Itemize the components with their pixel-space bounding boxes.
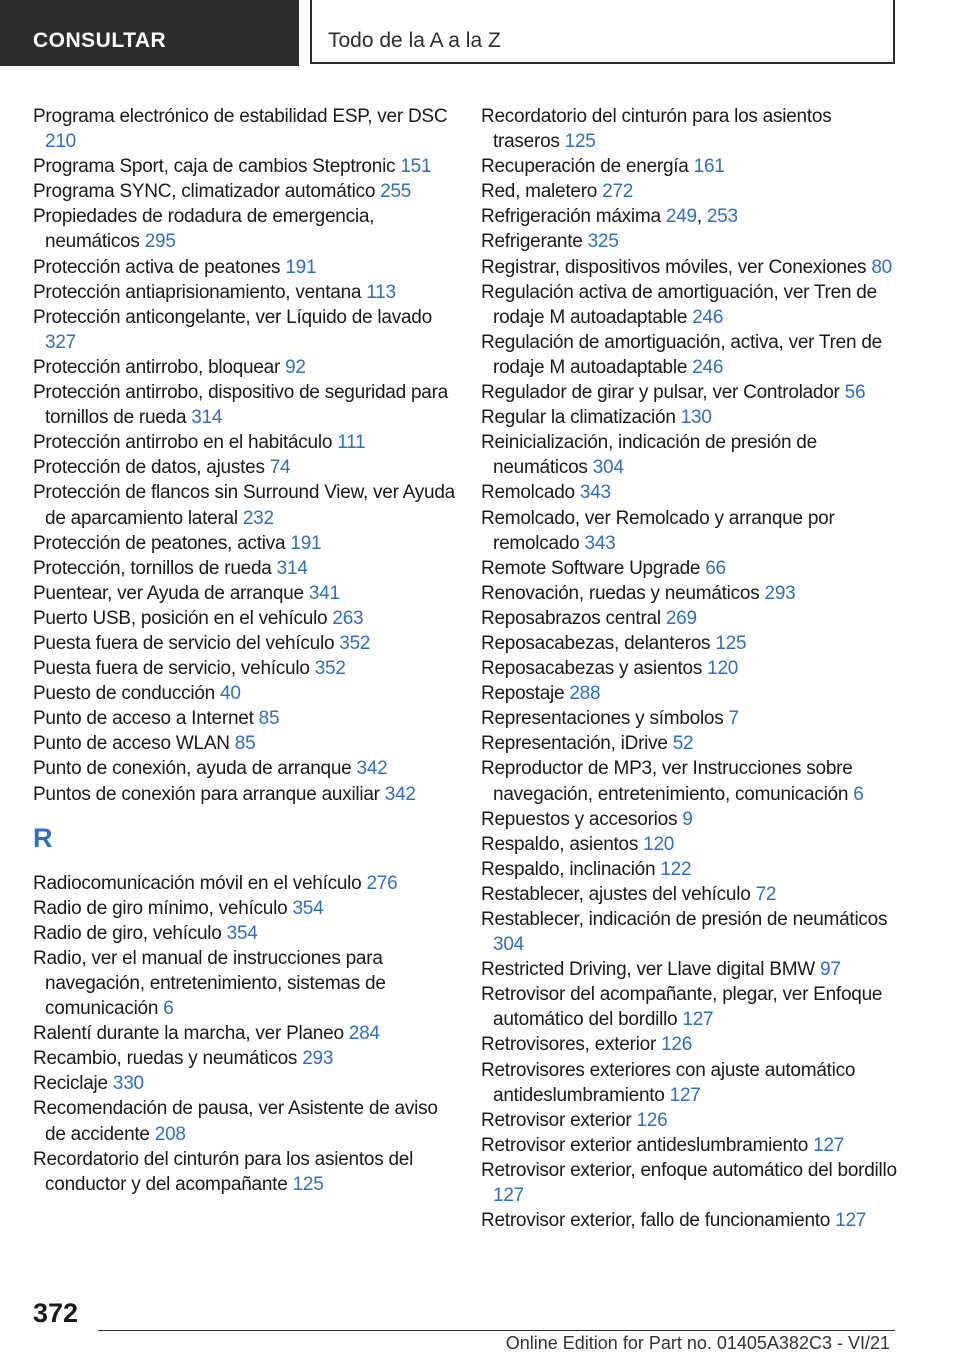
index-entry bbox=[481, 756, 901, 806]
index-entry bbox=[481, 706, 901, 731]
index-entry bbox=[33, 756, 458, 781]
index-term: Retrovisor exterior antideslumbramiento bbox=[481, 1134, 809, 1156]
index-term: Recuperación de energía bbox=[481, 156, 689, 178]
page-reference-link[interactable]: 126 bbox=[661, 1034, 693, 1056]
index-entry bbox=[33, 305, 458, 355]
index-entry bbox=[481, 154, 901, 179]
page-reference-link[interactable]: 293 bbox=[302, 1048, 334, 1070]
chapter-title: Todo de la A a la Z bbox=[310, 0, 895, 64]
index-entry: Refrigeración máxima 249, 253 bbox=[481, 206, 738, 228]
index-list-p bbox=[33, 104, 458, 807]
index-entry bbox=[33, 1046, 458, 1071]
index-entry bbox=[481, 957, 901, 982]
index-entry bbox=[33, 681, 458, 706]
index-entry bbox=[481, 832, 901, 857]
page-reference-link[interactable]: 253 bbox=[706, 206, 738, 228]
page-reference-link[interactable]: 293 bbox=[764, 582, 796, 604]
page-reference-link[interactable]: 127 bbox=[682, 1009, 714, 1031]
index-term: Radiocomunicación móvil en el vehículo bbox=[33, 872, 362, 894]
index-entry bbox=[33, 1096, 458, 1146]
index-term: Puerto USB, posición en el vehículo bbox=[33, 607, 328, 629]
index-entry bbox=[481, 430, 901, 480]
page-reference-link[interactable]: 120 bbox=[643, 833, 675, 855]
index-term: Recambio, ruedas y neumáticos bbox=[33, 1048, 298, 1070]
index-term: Puesto de conducción bbox=[33, 683, 215, 705]
index-entry bbox=[481, 330, 901, 380]
index-term: Puntos de conexión para arranque auxiliar bbox=[33, 783, 380, 805]
page-reference-link[interactable]: 208 bbox=[154, 1123, 186, 1145]
index-entry bbox=[33, 556, 458, 581]
index-entry bbox=[481, 907, 901, 957]
index-term: Radio de giro mínimo, vehículo bbox=[33, 897, 288, 919]
index-term: Respaldo, inclinación bbox=[481, 858, 656, 880]
index-term: Protección antirrobo en el habitáculo bbox=[33, 432, 333, 454]
page-reference-link[interactable]: 354 bbox=[226, 922, 258, 944]
index-term: Protección de peatones, activa bbox=[33, 532, 286, 554]
index-term: Reinicialización, indicación de presión de neumáticos bbox=[481, 432, 817, 479]
index-entry bbox=[33, 179, 458, 204]
page-reference-link[interactable]: 125 bbox=[292, 1173, 324, 1195]
page-reference-link[interactable]: 127 bbox=[669, 1084, 701, 1106]
page-reference-link[interactable]: 352 bbox=[314, 658, 346, 680]
index-entry bbox=[33, 455, 458, 480]
index-entry bbox=[481, 656, 901, 681]
index-term: Punto de conexión, ayuda de arranque bbox=[33, 758, 352, 780]
index-entry bbox=[33, 1021, 458, 1046]
index-entry bbox=[33, 656, 458, 681]
page-reference-link[interactable]: 7 bbox=[728, 708, 739, 730]
index-entry bbox=[481, 982, 901, 1032]
index-entry bbox=[481, 405, 901, 430]
index-entry bbox=[33, 430, 458, 455]
index-term: Radio, ver el manual de instrucciones para navegación, entretenimiento, sistemas de comunicación bbox=[33, 947, 386, 1020]
index-term: Punto de acceso WLAN bbox=[33, 733, 230, 755]
page-reference-link[interactable]: 341 bbox=[308, 582, 340, 604]
index-term: Refrigerante bbox=[481, 231, 583, 253]
page-reference-link[interactable]: 85 bbox=[234, 733, 256, 755]
index-entry bbox=[481, 104, 901, 154]
index-term: Repuestos y accesorios bbox=[481, 808, 678, 830]
index-entry bbox=[33, 631, 458, 656]
page-reference-link[interactable]: 191 bbox=[285, 256, 317, 278]
index-term: Programa electrónico de estabilidad ESP, ver DSC bbox=[33, 106, 448, 127]
index-term: Radio de giro, vehículo bbox=[33, 922, 222, 944]
index-term: Reposabrazos central bbox=[481, 607, 661, 629]
section-tab: CONSULTAR bbox=[0, 0, 299, 66]
index-entry bbox=[33, 731, 458, 756]
page-reference-link[interactable]: 6 bbox=[163, 998, 174, 1020]
page-reference-link[interactable]: 161 bbox=[693, 156, 725, 178]
page-reference-link[interactable]: 92 bbox=[285, 356, 306, 378]
page-reference-link[interactable]: 304 bbox=[493, 934, 524, 956]
page-reference-link[interactable]: 125 bbox=[564, 131, 596, 153]
page-reference-link[interactable]: 327 bbox=[45, 331, 76, 353]
page-reference-link[interactable]: 354 bbox=[292, 897, 324, 919]
index-term: Red, maletero bbox=[481, 181, 598, 203]
index-entry bbox=[481, 1133, 901, 1158]
index-term: Ralentí durante la marcha, ver Planeo bbox=[33, 1023, 344, 1045]
index-term: Puentear, ver Ayuda de arranque bbox=[33, 582, 304, 604]
index-entry bbox=[481, 581, 901, 606]
index-term: Restricted Driving, ver Llave digital BMW bbox=[481, 959, 815, 981]
index-term: Protección antirrobo, dispositivo de seguridad para tornillos de rueda bbox=[33, 382, 449, 429]
index-entry bbox=[481, 1058, 901, 1108]
page-reference-link[interactable]: 97 bbox=[820, 959, 841, 981]
page-reference-link[interactable]: 249 bbox=[665, 206, 697, 228]
index-entry bbox=[33, 204, 458, 254]
index-entry bbox=[33, 104, 458, 154]
index-term: Restablecer, ajustes del vehículo bbox=[481, 883, 751, 905]
page-reference-link[interactable]: 288 bbox=[569, 683, 601, 705]
index-term: Puesta fuera de servicio, vehículo bbox=[33, 658, 310, 680]
page-reference-link[interactable]: 232 bbox=[242, 507, 274, 529]
page-reference-link[interactable]: 111 bbox=[337, 432, 366, 454]
index-entry bbox=[33, 280, 458, 305]
index-term: Protección de datos, ajustes bbox=[33, 457, 265, 479]
index-term: Regulador de girar y pulsar, ver Controlador bbox=[481, 382, 840, 404]
index-term: Protección anticongelante, ver Líquido de lavado bbox=[33, 306, 432, 328]
index-term: Recomendación de pausa, ver Asistente de aviso de accidente bbox=[33, 1098, 438, 1145]
index-term: Refrigeración máxima bbox=[481, 206, 661, 228]
page-reference-link[interactable]: 125 bbox=[715, 632, 747, 654]
page-reference-link[interactable]: 272 bbox=[602, 181, 634, 203]
index-term: Protección, tornillos de rueda bbox=[33, 557, 272, 579]
page-reference-link[interactable]: 284 bbox=[348, 1023, 380, 1045]
index-entry bbox=[481, 380, 901, 405]
index-list-r-continued bbox=[481, 104, 901, 1233]
index-entry bbox=[481, 229, 901, 254]
index-term: Protección activa de peatones bbox=[33, 256, 281, 278]
index-term: Protección antiaprisionamiento, ventana bbox=[33, 281, 362, 303]
index-entry bbox=[33, 531, 458, 556]
index-term: Renovación, ruedas y neumáticos bbox=[481, 582, 760, 604]
index-entry bbox=[481, 506, 901, 556]
edition-note: Online Edition for Part no. 01405A382C3 - VI/21 bbox=[505, 1333, 890, 1353]
index-entry bbox=[33, 154, 458, 179]
index-term: Remote Software Upgrade bbox=[481, 557, 701, 579]
page-reference-link[interactable]: 9 bbox=[682, 808, 693, 830]
index-entry bbox=[481, 681, 901, 706]
page-reference-link[interactable]: 269 bbox=[665, 607, 697, 629]
page-reference-link[interactable]: 72 bbox=[755, 883, 777, 905]
index-term: Puesta fuera de servicio del vehículo bbox=[33, 632, 335, 654]
page-reference-link[interactable]: 276 bbox=[366, 872, 398, 894]
index-entry bbox=[481, 255, 901, 280]
index-entry bbox=[33, 946, 458, 1021]
index-term: Retrovisores, exterior bbox=[481, 1034, 657, 1056]
index-entry bbox=[481, 1032, 901, 1057]
page-reference-link[interactable]: 80 bbox=[871, 256, 892, 278]
index-term: Regular la climatización bbox=[481, 407, 676, 429]
index-entry bbox=[33, 355, 458, 380]
page-reference-link[interactable]: 127 bbox=[493, 1185, 524, 1207]
page-reference-link[interactable]: 56 bbox=[844, 382, 866, 404]
index-term: Recordatorio del cinturón para los asientos del conductor y del acompañante bbox=[33, 1148, 414, 1195]
index-entry bbox=[481, 1158, 901, 1208]
page-reference-link[interactable]: 304 bbox=[592, 457, 624, 479]
index-letter-heading: R bbox=[33, 822, 53, 853]
index-entry bbox=[33, 606, 458, 631]
page-reference-link[interactable]: 85 bbox=[258, 708, 280, 730]
index-term: Representación, iDrive bbox=[481, 733, 668, 755]
page-reference-link[interactable]: 120 bbox=[707, 658, 739, 680]
page-header bbox=[0, 0, 960, 66]
index-entry bbox=[33, 1071, 458, 1096]
index-entry bbox=[33, 480, 458, 530]
page-reference-link[interactable]: 342 bbox=[384, 783, 416, 805]
index-term: Programa Sport, caja de cambios Steptronic bbox=[33, 156, 396, 178]
index-entry bbox=[33, 255, 458, 280]
index-column-right bbox=[481, 104, 901, 1233]
index-term: Retrovisor exterior, fallo de funcionamiento bbox=[481, 1210, 831, 1232]
index-entry bbox=[33, 782, 458, 807]
page-reference-link[interactable]: 127 bbox=[813, 1134, 845, 1156]
page-reference-link[interactable]: 343 bbox=[579, 482, 611, 504]
index-entry bbox=[33, 896, 458, 921]
index-term: Regulación de amortiguación, activa, ver Tren de rodaje M autoadaptable bbox=[481, 331, 882, 378]
index-term: Retrovisor exterior, enfoque automático del bordillo bbox=[481, 1159, 897, 1181]
page-reference-link[interactable]: 352 bbox=[339, 632, 371, 654]
page-number: 372 bbox=[33, 1298, 79, 1328]
index-term: Reposacabezas, delanteros bbox=[481, 632, 711, 654]
index-entry bbox=[481, 807, 901, 832]
page-reference-link[interactable]: 343 bbox=[584, 532, 616, 554]
index-entry bbox=[33, 1147, 458, 1197]
page-reference-link[interactable]: 325 bbox=[587, 231, 619, 253]
page-reference-link[interactable]: 113 bbox=[366, 281, 396, 303]
index-term: Punto de acceso a Internet bbox=[33, 708, 254, 730]
page-reference-link[interactable]: 126 bbox=[636, 1109, 668, 1131]
page-reference-link[interactable]: 127 bbox=[835, 1210, 867, 1232]
index-entry bbox=[33, 706, 458, 731]
index-entry bbox=[481, 631, 901, 656]
index-term: Remolcado bbox=[481, 482, 575, 504]
index-entry bbox=[481, 179, 901, 204]
page-reference-link[interactable]: 246 bbox=[692, 356, 724, 378]
index-term: Protección antirrobo, bloquear bbox=[33, 356, 281, 378]
index-entry bbox=[33, 380, 458, 430]
index-term: Respaldo, asientos bbox=[481, 833, 639, 855]
page-reference-link[interactable]: 330 bbox=[112, 1073, 144, 1095]
index-term: Repostaje bbox=[481, 683, 565, 705]
index-term: Propiedades de rodadura de emergencia, neumáticos bbox=[33, 206, 375, 253]
index-entry bbox=[481, 480, 901, 505]
page-reference-link[interactable]: 130 bbox=[680, 407, 712, 429]
page-reference-link[interactable]: 74 bbox=[269, 457, 291, 479]
page-reference-link[interactable]: 66 bbox=[705, 557, 726, 579]
index-entry bbox=[481, 731, 901, 756]
index-entry bbox=[481, 1208, 901, 1233]
page-reference-link[interactable]: 255 bbox=[380, 181, 412, 203]
index-entry bbox=[481, 882, 901, 907]
index-entry bbox=[481, 857, 901, 882]
page-reference-link[interactable]: 40 bbox=[220, 683, 241, 705]
page-reference-link[interactable]: 191 bbox=[290, 532, 322, 554]
index-term: Representaciones y símbolos bbox=[481, 708, 724, 730]
page-reference-link[interactable]: 210 bbox=[45, 131, 76, 153]
index-entry bbox=[481, 1108, 901, 1133]
index-list-r bbox=[33, 871, 458, 1197]
page-reference-link[interactable]: 295 bbox=[144, 231, 176, 253]
index-term: Reproductor de MP3, ver Instrucciones sobre navegación, entretenimiento, comunicación bbox=[481, 758, 853, 805]
index-entry bbox=[481, 606, 901, 631]
page-reference-link[interactable]: 52 bbox=[672, 733, 694, 755]
page-reference-link[interactable]: 151 bbox=[400, 156, 432, 178]
index-term: Retrovisores exteriores con ajuste automático antideslumbramiento bbox=[481, 1059, 856, 1106]
page-reference-link[interactable]: 314 bbox=[276, 557, 308, 579]
index-term: Recordatorio del cinturón para los asientos traseros bbox=[481, 106, 832, 153]
page-reference-link[interactable]: 122 bbox=[660, 858, 692, 880]
index-term: Remolcado, ver Remolcado y arranque por remolcado bbox=[481, 507, 835, 554]
index-entry bbox=[481, 556, 901, 581]
index-term: Regulación activa de amortiguación, ver Tren de rodaje M autoadaptable bbox=[481, 281, 877, 328]
index-term: Reposacabezas y asientos bbox=[481, 658, 703, 680]
page-reference-link[interactable]: 246 bbox=[692, 306, 724, 328]
index-term: Programa SYNC, climatizador automático bbox=[33, 181, 376, 203]
index-term: Retrovisor exterior bbox=[481, 1109, 632, 1131]
page-reference-link[interactable]: 263 bbox=[332, 607, 364, 629]
page-reference-link[interactable]: 314 bbox=[191, 407, 223, 429]
page-reference-link[interactable]: 342 bbox=[356, 758, 388, 780]
index-term: Retrovisor del acompañante, plegar, ver Enfoque automático del bordillo bbox=[481, 984, 883, 1031]
index-entry bbox=[481, 280, 901, 330]
page-reference-link[interactable]: 6 bbox=[853, 783, 864, 805]
index-entry bbox=[33, 871, 458, 896]
index-column-left bbox=[33, 104, 458, 1197]
index-term: Protección de flancos sin Surround View, ver Ayuda de aparcamiento lateral bbox=[33, 482, 455, 529]
index-term: Registrar, dispositivos móviles, ver Conexiones bbox=[481, 256, 867, 278]
index-term: Restablecer, indicación de presión de neumáticos bbox=[481, 909, 888, 930]
index-entry bbox=[33, 921, 458, 946]
footer-divider bbox=[98, 1330, 895, 1331]
index-entry bbox=[33, 581, 458, 606]
index-term: Reciclaje bbox=[33, 1073, 108, 1095]
